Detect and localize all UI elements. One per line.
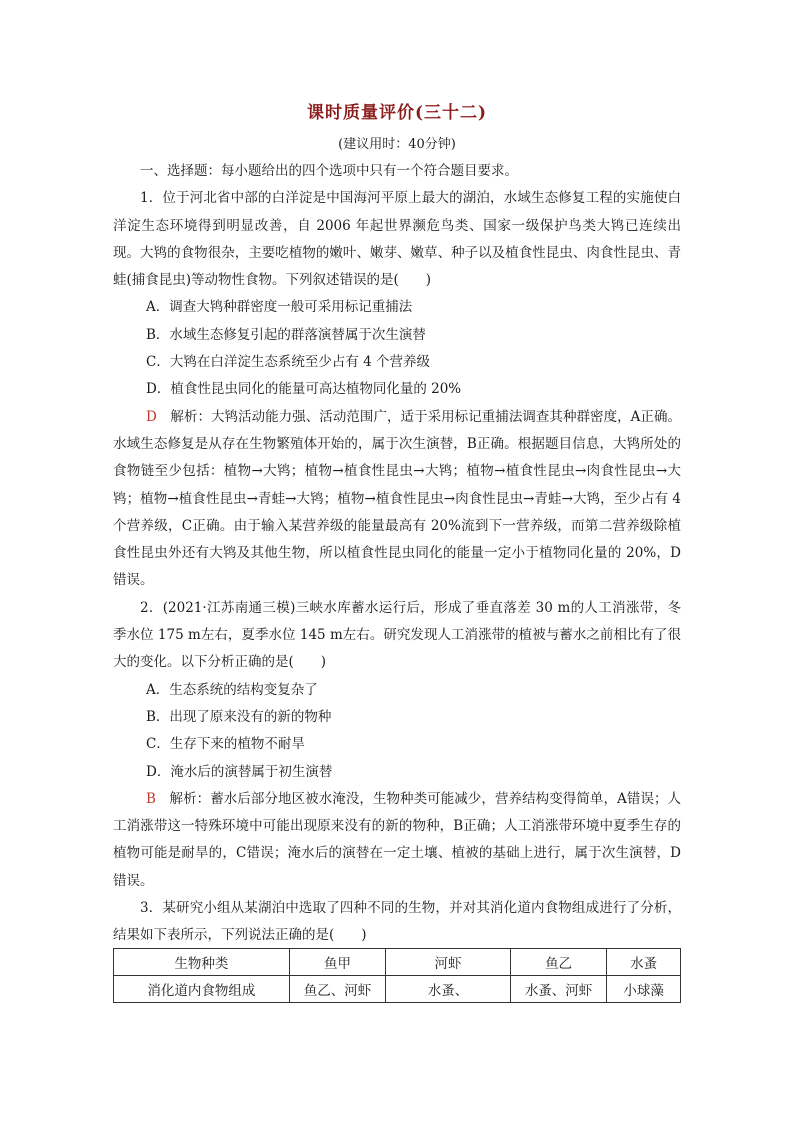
food-composition-table	[113, 948, 681, 1003]
question-1-option-a: A．调查大鸨种群密度一般可采用标记重捕法	[146, 299, 413, 316]
question-2-explanation	[113, 786, 681, 895]
table-header-cell: 鱼甲	[289, 949, 385, 976]
table-header-cell: 河虾	[386, 949, 511, 976]
table-row	[114, 976, 681, 1003]
question-2-answer: B	[146, 790, 156, 807]
page-title: 课时质量评价(三十二)	[306, 103, 488, 123]
question-1-option-b: B．水域生态修复引起的群落演替属于次生演替	[146, 326, 426, 343]
question-2	[113, 595, 681, 895]
page-subtitle: (建议用时：40分钟)	[338, 137, 456, 152]
question-1-option-c: C．大鸨在白洋淀生态系统至少占有 4 个营养级	[146, 354, 431, 371]
table-header-cell: 水蚤	[607, 949, 681, 976]
question-1-option-d: D．植食性昆虫同化的能量可高达植物同化量的 20%	[146, 381, 462, 398]
question-1-explanation	[113, 404, 681, 595]
table-cell: 消化道内食物组成	[114, 976, 290, 1003]
table-cell: 水蚤、	[386, 976, 511, 1003]
question-1-explanation-text: 解析：大鸨活动能力强、活动范围广，适于采用标记重捕法调查其种群密度，A正确。水域生态修复是从存在生物繁殖体开始的，属于次生演替，B正确。根据题目信息，大鸨所处的食物链至少包括：植物→大鸨；植物→植食性昆虫→大鸨；植物→植食性昆虫→肉食性昆虫→大鸨；植物→植食性昆虫→青蛙→大鸨；植物→植食性昆虫→肉食性昆虫→青蛙→大鸨，至少占有 4 个营养级，C正确。由于输入某营养级的能量最高有 20%流到下一营养级，而第二营养级除植食性昆虫外还有大鸨及其他生物，所以植食性昆虫同化的能量一定小于植物同化量的 20%，D错误。	[113, 408, 682, 589]
question-2-option-a: A．生态系统的结构变复杂了	[146, 681, 318, 698]
question-1-stem: 1．位于河北省中部的白洋淀是中国海河平原上最大的湖泊，水域生态修复工程的实施使白洋淀生态环境得到明显改善，自 2006 年起世界濒危鸟类、国家一级保护鸟类大鸨已连续出现。大鸨的食物很杂，主要吃植物的嫩叶、嫩芽、嫩草、种子以及植食性昆虫、肉食性昆虫、青蛙(捕食昆虫)等动物性食物。下列叙述错误的是( )	[113, 190, 681, 289]
table-header-cell: 鱼乙	[510, 949, 606, 976]
document-body	[113, 158, 681, 950]
question-2-option-c: C．生存下来的植物不耐旱	[146, 736, 305, 753]
table-header-cell: 生物种类	[114, 949, 290, 976]
table-cell: 小球藻	[607, 976, 681, 1003]
question-2-option-b: B．出现了原来没有的新的物种	[146, 708, 332, 725]
question-3-stem: 3．某研究小组从某湖泊中选取了四种不同的生物，并对其消化道内食物组成进行了分析，结果如下表所示，下列说法正确的是( )	[113, 900, 681, 944]
table-header-row	[114, 949, 681, 976]
table-cell: 鱼乙、河虾	[289, 976, 385, 1003]
section-heading: 一、选择题：每小题给出的四个选项中只有一个符合题目要求。	[140, 163, 518, 179]
question-2-option-d: D．淹水后的演替属于初生演替	[146, 763, 333, 780]
question-1	[113, 185, 681, 594]
table-cell: 水蚤、河虾	[510, 976, 606, 1003]
question-3	[113, 895, 681, 950]
question-2-stem: 2．(2021·江苏南通三模)三峡水库蓄水运行后，形成了垂直落差 30 m的人工消涨带，冬季水位 175 m左右，夏季水位 145 m左右。研究发现人工消涨带的植被与蓄水之前相比有了很大的变化。以下分析正确的是( )	[113, 599, 681, 671]
question-1-answer: D	[146, 408, 157, 425]
question-2-explanation-text: 解析：蓄水后部分地区被水淹没，生物种类可能减少，营养结构变得简单，A错误；人工消涨带这一特殊环境中可能出现原来没有的新的物种，B正确；人工消涨带环境中夏季生存的植物可能是耐旱的，C错误；淹水后的演替在一定土壤、植被的基础上进行，属于次生演替，D错误。	[113, 790, 682, 889]
